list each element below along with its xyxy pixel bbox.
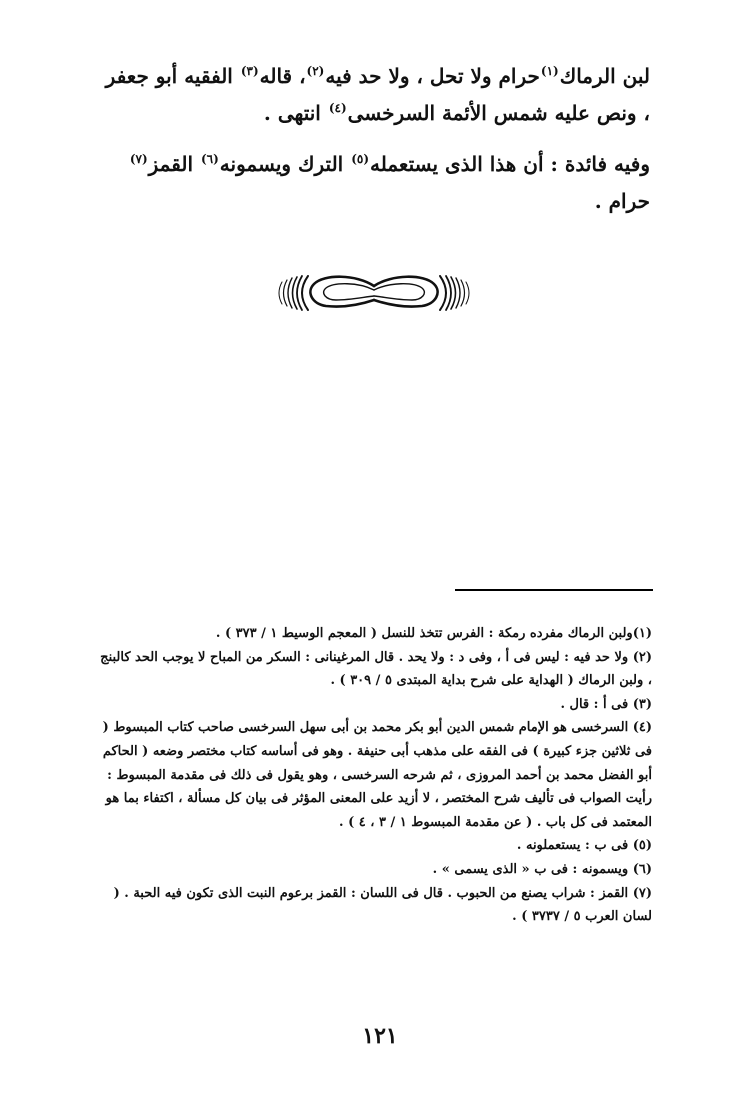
footnote-ref-7[interactable]: (٧) — [129, 152, 148, 167]
footnote-2: (٢) ولا حد فيه : ليس فى أ ، وفى د : ولا يحد . قال المرغينانى : السكر من المباح لا يوجب الحد كالبنج ، ولبن الرماك ( الهداية على شرح بداية المبتدى ٥ / ٣٠٩ ) . — [100, 649, 652, 689]
footnote-4: (٤) السرخسى هو الإمام شمس الدين أبو بكر محمد بن أبى سهل السرخسى صاحب كتاب المبسوط ( فى ثلاثين جزء كبيرة ) فى الفقه على مذهب أبى حنيفة . وهو فى أساسه كتاب مختصر وضعه ( الحاكم أبو الفضل محمد بن أحمد المروزى ، ثم شرحه السرخسى ، وهو يقول فى ذلك فى مقدمة المبسوط : رأيت الصواب فى تأليف شرح المختصر ، لا أزيد على المعنى المؤثر فى بيان كل مسألة ، اكتفاء بما هو المعتمد فى كل باب . ( عن مقدمة المبسوط ١ / ٣ ، ٤ ) . — [102, 720, 652, 830]
main-paragraph-1 — [95, 58, 650, 132]
footnote-ref-5[interactable]: (٥) — [351, 152, 370, 167]
text-run: وفيه فائدة : أن هذا الذى يستعمله — [370, 152, 650, 176]
text-run: ، قاله — [259, 64, 306, 88]
text-run: انتهى . — [263, 101, 328, 125]
footnote-ref-3[interactable]: (٣) — [240, 64, 259, 79]
main-paragraph-2 — [95, 146, 650, 220]
footnote-ref-6[interactable]: (٦) — [200, 152, 219, 167]
footnotes-section — [92, 622, 652, 929]
footnote-separator-rule — [455, 589, 653, 591]
footnote-7: (٧) القمز : شراب يصنع من الحبوب . قال فى اللسان : القمز برعوم النبت الذى تكون فيه الحبة . ( لسان العرب ٥ / ٣٧٣٧ ) . — [113, 885, 652, 925]
page-number: ١٢١ — [362, 1023, 398, 1049]
footnote-ref-4[interactable]: (٤) — [328, 101, 347, 116]
footnote-ref-1[interactable]: (١) — [540, 64, 559, 79]
section-divider-ornament — [278, 270, 470, 316]
footnote-5: (٥) فى ب : يستعملونه . — [516, 838, 652, 854]
footnote-1: (١)ولبن الرماك مفرده رمكة : الفرس تتخذ للنسل ( المعجم الوسيط ١ / ٣٧٣ ) . — [215, 626, 652, 641]
text-run: لبن الرماك — [559, 64, 650, 88]
footnote-ref-2[interactable]: (٢) — [306, 64, 325, 79]
text-run: القمز — [148, 152, 200, 176]
text-run: الفقيه أبو جعفر ، ونص عليه شمس الأئمة السرخسى — [105, 64, 650, 125]
main-text — [95, 58, 650, 220]
text-run: حرام . — [594, 189, 650, 213]
text-run: الترك ويسمونه — [219, 152, 351, 176]
footnote-3: (٣) فى أ : قال . — [560, 696, 652, 712]
text-run: حرام ولا تحل ، ولا حد فيه — [325, 64, 540, 88]
footnote-6: (٦) ويسمونه : فى ب « الذى يسمى » . — [432, 861, 652, 877]
